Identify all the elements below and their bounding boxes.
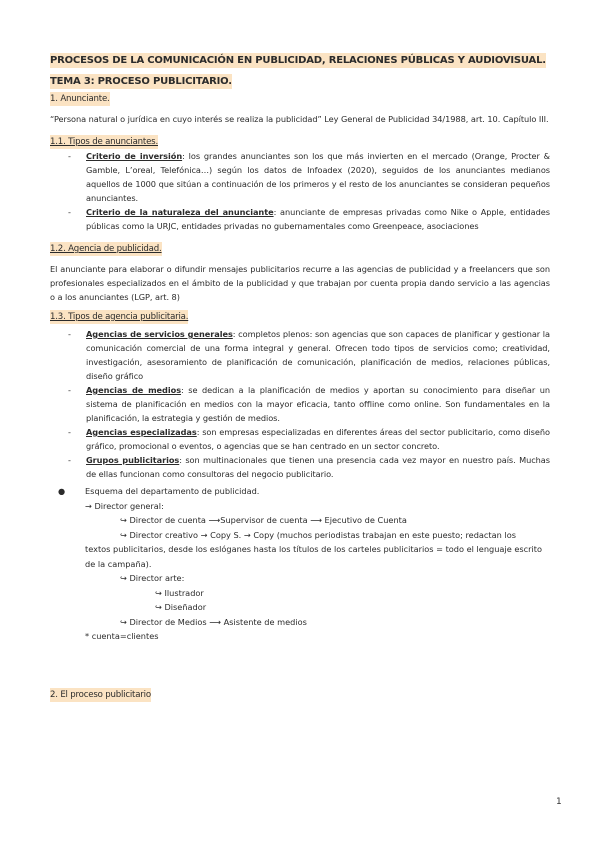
description: : los grandes anunciantes son los que más invierten en el mercado (Orange, Procter & Gamble, L’oreal, Telefónica…) según los datos de Infoadex (2020), seguidos de los anunciantes medianos aquellos de 1000 que sitúan a continuación de los primeros y el resto de los anunciantes se consideran pequeños anunciantes. [86, 151, 550, 203]
section-1-3-heading: 1.3. Tipos de agencia publicitaria. [50, 312, 189, 322]
course-title-line [50, 50, 550, 68]
section-1-1-heading: 1.1. Tipos de anunciantes. [50, 137, 158, 147]
section-1-2-heading-line [50, 242, 550, 256]
section-1-2-heading: 1.2. Agencia de publicidad. [50, 244, 162, 254]
list-item [86, 149, 550, 205]
document-page [50, 50, 550, 702]
term: Criterio de la naturaleza del anunciante [86, 207, 274, 217]
bullet-icon: ● [58, 486, 66, 496]
term: Criterio de inversión [86, 151, 183, 161]
list-item [86, 383, 550, 425]
description: : se dedican a la planificación de medios y aportan su conocimiento para diseñar un sistema de planificación en medios con la mayor eficacia, tanto offline como online. Son fundamentales en la planificación, la estrategia y gestión de medios. [86, 385, 550, 423]
department-scheme [50, 484, 550, 644]
topic-title-line [50, 71, 550, 89]
section-1-1-heading-line [50, 135, 550, 149]
term: Agencias de servicios generales [86, 329, 233, 339]
law-quote: “Persona natural o jurídica en cuyo interés se realiza la publicidad” Ley General de Publicidad 34/1988, art. 10. Capítulo III. [50, 114, 549, 124]
list-item [86, 205, 550, 233]
media-chain: ↪ Director de Medios ⟶ Asistente de medios [120, 616, 307, 627]
description: : son empresas especializadas en diferentes áreas del sector publicitario, como diseño gráfico, promocional o eventos, o agencias que se han centrado en un sector concreto. [86, 427, 550, 451]
section-1-3-heading-line [50, 310, 550, 324]
term: Agencias de medios [86, 385, 182, 395]
section-1-heading-line [50, 92, 550, 106]
term: Agencias especializadas [86, 427, 197, 437]
page-number: 1 [556, 797, 562, 807]
description: : anunciante de empresas privadas como Nike o Apple, entidades públicas como la URJC, entidades privadas no gubernamentales como Greenpeace, asociaciones [86, 207, 550, 231]
creative-chain: ↪ Director creativo → Copy S. → Copy (muchos periodistas trabajan en este puesto; redactan los [120, 529, 517, 540]
art-director: ↪ Director arte: [120, 573, 185, 583]
designer: ↪ Diseñador [155, 602, 207, 612]
topic-title: TEMA 3: PROCESO PUBLICITARIO. [50, 76, 232, 87]
description: : son multinacionales que tienen una presencia cada vez mayor en nuestro país. Muchas de ellas funcionan como consultoras del negocio publicitario. [86, 455, 550, 479]
list-item [86, 453, 550, 481]
section-1-heading: 1. Anunciante. [50, 94, 110, 104]
creative-chain-continued: textos publicitarios, desde los eslóganes hasta los títulos de los carteles publicitarios = todo el lenguaje escrito de la campaña). [85, 544, 543, 569]
director-general: → Director general: [85, 500, 164, 511]
scheme-intro-row [50, 484, 550, 499]
account-chain: ↪ Director de cuenta ⟶Supervisor de cuenta ⟶ Ejecutivo de Cuenta [120, 515, 407, 525]
advertiser-types-list [50, 149, 550, 233]
section-2-heading-line [50, 688, 550, 702]
agency-definition: El anunciante para elaborar o difundir mensajes publicitarios recurre a las agencias de publicidad y a freelancers que son profesionales especializados en el ámbito de la publicidad y que trabajan por cuenta propia dando servicio a las agencias o a los anunciantes (LGP, art. 8) [50, 264, 550, 302]
list-item [86, 327, 550, 383]
description: : completos plenos: son agencias que son capaces de planificar y gestionar la comunicación comercial de una forma integral y general. Ofrecen todo tipos de servicios como; creatividad, investigación, asesoramiento de planificación de comunicación, planificación de medios, relaciones públicas, diseño gráfico [86, 329, 550, 381]
scheme-note: * cuenta=clientes [85, 631, 159, 641]
section-2-heading: 2. El proceso publicitario [50, 689, 151, 700]
term: Grupos publicitarios [86, 455, 180, 465]
agency-types-list [50, 327, 550, 481]
scheme-intro: Esquema del departamento de publicidad. [85, 486, 260, 496]
course-title: PROCESOS DE LA COMUNICACIÓN EN PUBLICIDAD, RELACIONES PÚBLICAS Y AUDIOVISUAL. [50, 55, 546, 66]
list-item [86, 425, 550, 453]
illustrator: ↪ Ilustrador [155, 587, 204, 598]
